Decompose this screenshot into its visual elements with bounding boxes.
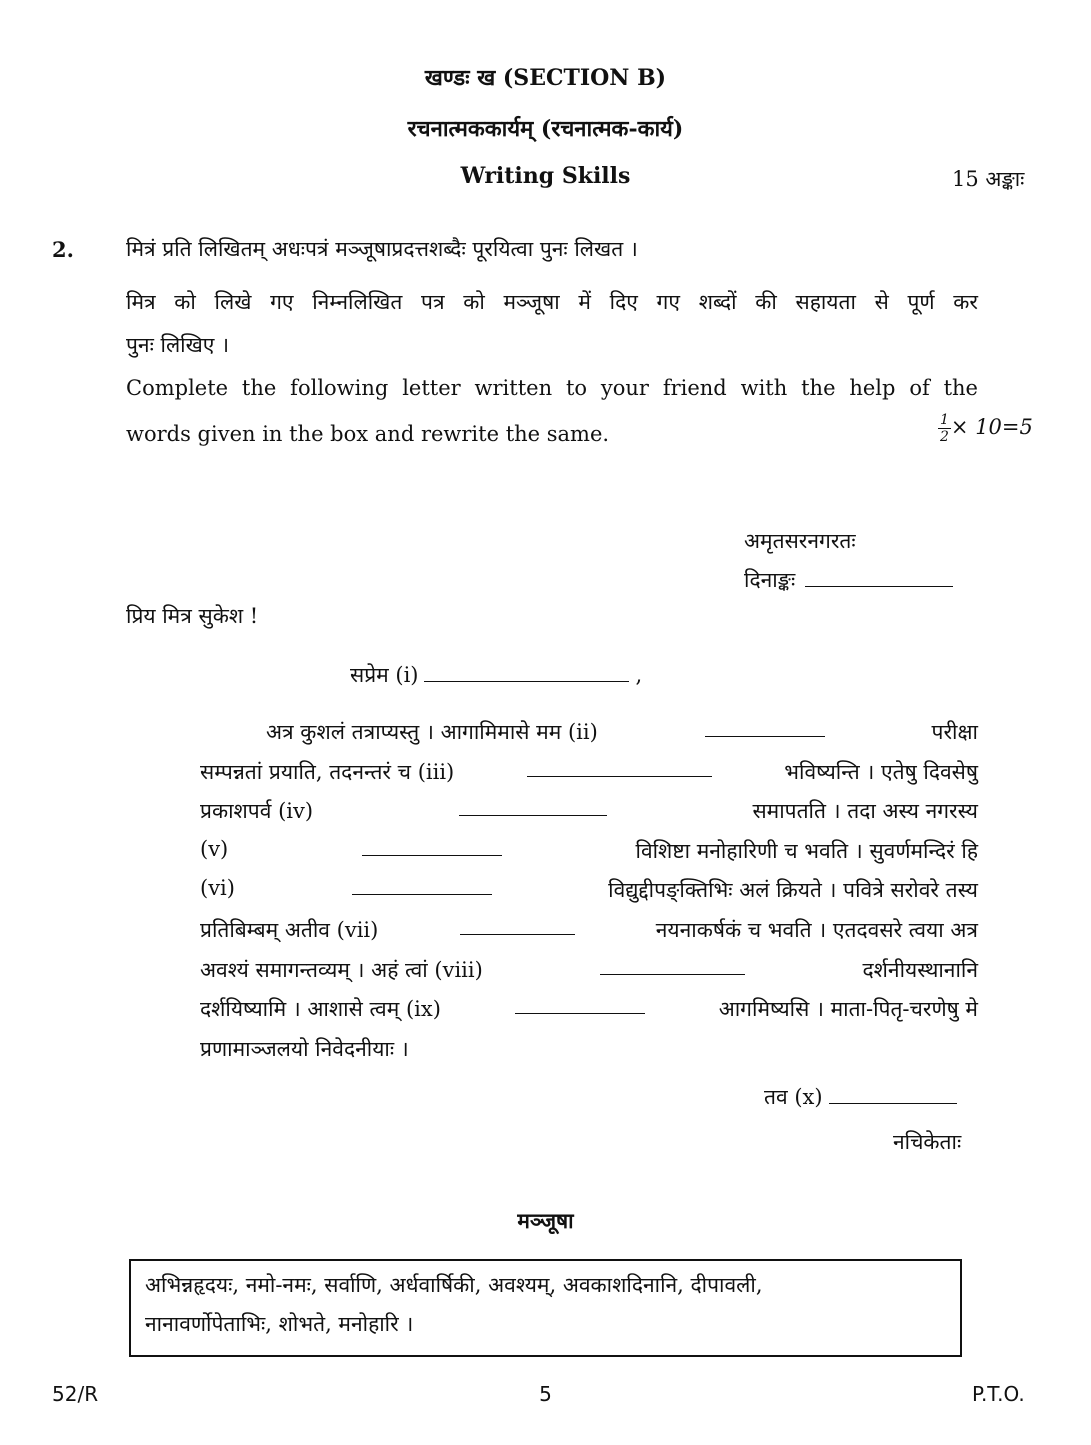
- body-text: प्रकाशपर्व (iv): [200, 799, 314, 823]
- body-text: दर्शयिष्यामि । आशासे त्वम् (ix): [200, 997, 441, 1021]
- blank-viii: [600, 956, 745, 975]
- letter-signature: नचिकेताः: [893, 1130, 962, 1154]
- question-english-line-2: words given in the box and rewrite the same.: [126, 422, 610, 446]
- letter-closing: [764, 1083, 957, 1111]
- section-title: खण्डः ख (SECTION B): [424, 65, 667, 91]
- body-text: भविष्यन्ति । एतेषु दिवसेषु: [784, 760, 978, 784]
- body-text: अत्र कुशलं तत्राप्यस्तु । आगामिमासे मम (ii): [266, 720, 598, 744]
- letter-body-line-9: प्रणामाञ्जलयो निवेदनीयाः ।: [200, 1037, 409, 1061]
- page-number: 5: [539, 1382, 552, 1406]
- question-hindi-line-2: पुनः लिखिए ।: [126, 333, 230, 357]
- marks-numerator: 1: [940, 412, 949, 428]
- blank-x: [829, 1085, 957, 1104]
- box-title: मञ्जूषा: [517, 1208, 574, 1233]
- body-text: विशिष्टा मनोहारिणी च भवति । सुवर्णमन्दिरं हि: [635, 839, 978, 863]
- question-hindi-line-1: मित्र को लिखे गए निम्नलिखित पत्र को मञ्जूषा में दिए गए शब्दों की सहायता से पूर्ण कर: [126, 290, 978, 314]
- letter-body-line-7: [200, 956, 978, 984]
- question-marks: [938, 412, 1033, 445]
- section-marks: 15 अङ्काः: [952, 167, 1025, 191]
- body-text: प्रतिबिम्बम् अतीव (vii): [200, 918, 379, 942]
- marks-multiplier: × 10=5: [950, 415, 1033, 439]
- body-text: सम्पन्नतां प्रयाति, तदनन्तरं च (iii): [200, 760, 455, 784]
- letter-body-line-3: [200, 797, 978, 825]
- greeting-prefix: सप्रेम (i): [350, 663, 419, 687]
- letter-body-line-5: [200, 876, 978, 904]
- box-line-2: नानावर्णोपेताभिः, शोभते, मनोहारि ।: [145, 1312, 414, 1336]
- question-sanskrit: मित्रं प्रति लिखितम् अधःपत्रं मञ्जूषाप्रदत्तशब्दैः पूरयित्वा पुनः लिखत ।: [126, 237, 638, 261]
- footer-pto: P.T.O.: [972, 1382, 1025, 1406]
- blank-iii: [527, 758, 712, 777]
- letter-body-line-8: [200, 995, 978, 1023]
- blank-v: [362, 837, 502, 856]
- letter-body-line-1: [200, 718, 978, 746]
- section-subtitle: रचनात्मककार्यम् (रचनात्मक-कार्य): [407, 116, 684, 142]
- letter-body-line-4: [200, 837, 978, 865]
- greeting-suffix: ,: [635, 663, 643, 687]
- footer-code: 52/R: [52, 1382, 99, 1406]
- body-text: (v): [200, 837, 229, 861]
- body-text: नयनाकर्षकं च भवति । एतदवसरे त्वया अत्र: [655, 918, 978, 942]
- letter-place: अमृतसरनगरतः: [744, 529, 856, 553]
- date-label: दिनाङ्कः: [744, 568, 796, 592]
- body-text: विद्युद्दीपङ्क्तिभिः अलं क्रियते । पवित्रे सरोवरे तस्य: [608, 878, 978, 902]
- date-blank: [805, 568, 953, 587]
- letter-greeting: [350, 661, 642, 689]
- blank-iv: [459, 797, 607, 816]
- word-box: [129, 1259, 962, 1357]
- body-text: परीक्षा: [931, 720, 978, 744]
- letter-body-line-6: [200, 916, 978, 944]
- closing-prefix: तव (x): [764, 1085, 823, 1109]
- body-text: अवश्यं समागन्तव्यम् । अहं त्वां (viii): [200, 958, 483, 982]
- question-english-line-1: Complete the following letter written to your friend with the help of the: [126, 376, 978, 400]
- blank-ix: [515, 995, 645, 1014]
- blank-i: [424, 663, 629, 682]
- blank-ii: [705, 718, 825, 737]
- letter-body-line-2: [200, 758, 978, 786]
- body-text: (vi): [200, 876, 235, 900]
- blank-vii: [460, 916, 575, 935]
- box-line-1: अभिन्नहृदयः, नमो-नमः, सर्वाणि, अर्धवार्षिकी, अवश्यम्, अवकाशदिनानि, दीपावली,: [145, 1273, 763, 1297]
- letter-salutation: प्रिय मित्र सुकेश !: [126, 604, 259, 628]
- blank-vi: [352, 876, 492, 895]
- section-heading: Writing Skills: [460, 163, 631, 189]
- body-text: दर्शनीयस्थानानि: [862, 958, 978, 982]
- marks-denominator: 2: [940, 429, 949, 445]
- letter-date: [744, 566, 959, 594]
- question-number: 2.: [52, 237, 74, 262]
- body-text: समापतति । तदा अस्य नगरस्य: [752, 799, 978, 823]
- body-text: आगमिष्यसि । माता-पितृ-चरणेषु मे: [718, 997, 978, 1021]
